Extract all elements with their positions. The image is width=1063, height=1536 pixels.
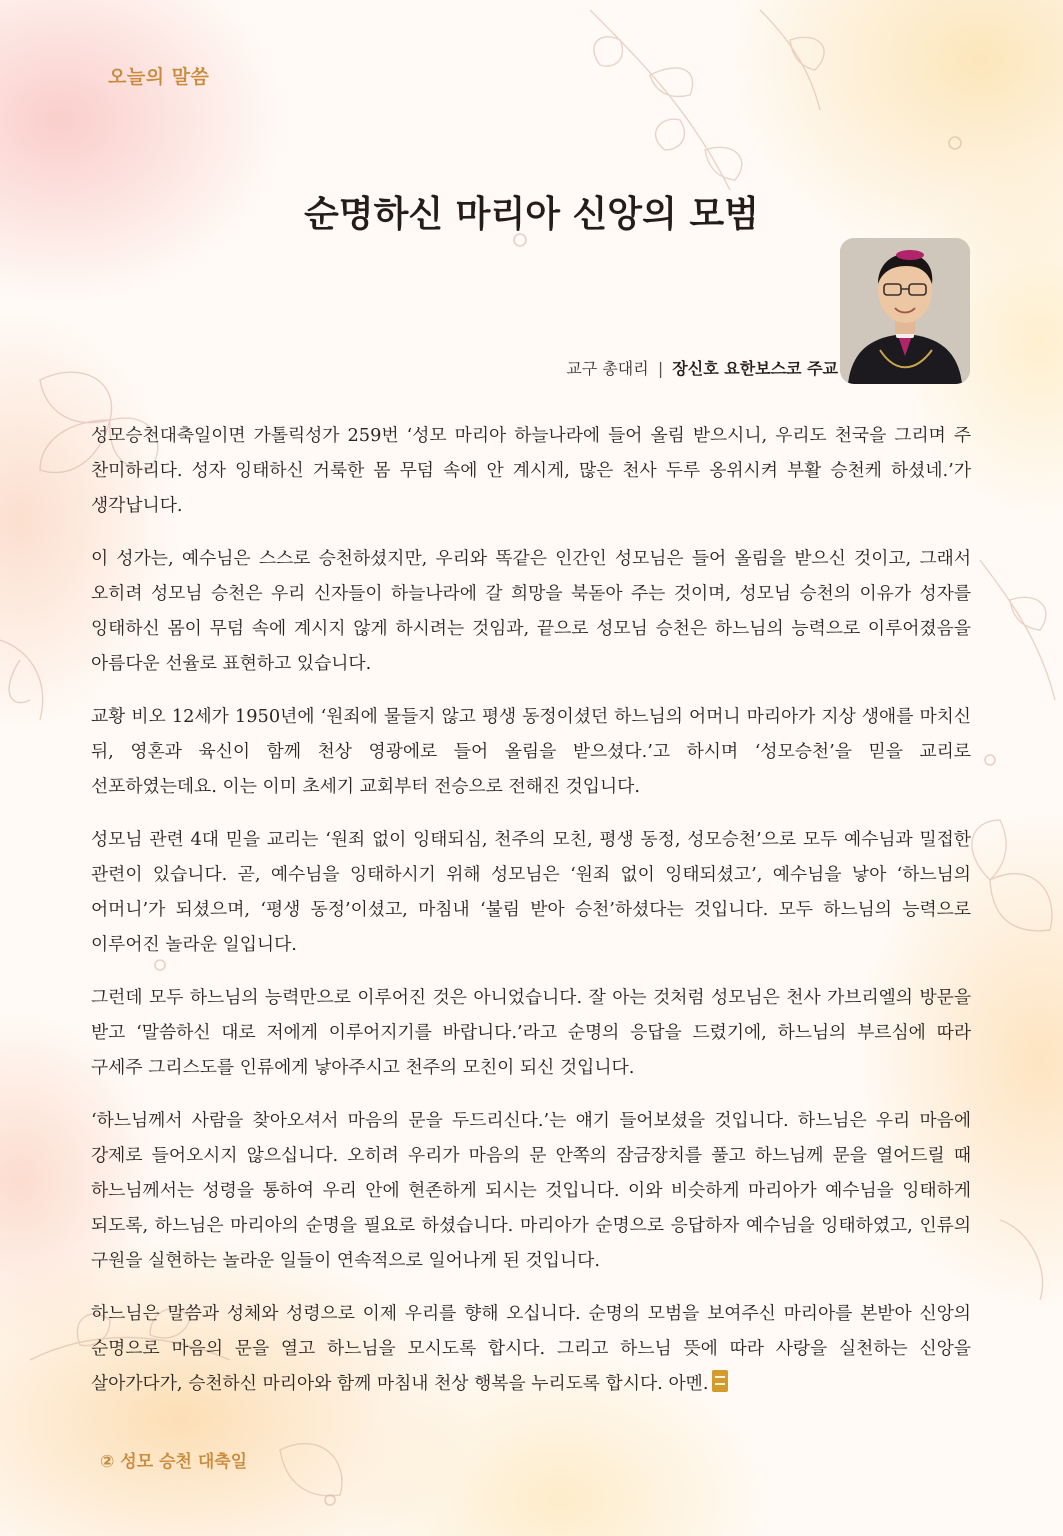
author-portrait <box>840 238 970 384</box>
paragraph-7: 하느님은 말씀과 성체와 성령으로 이제 우리를 향해 오십니다. 순명의 모범을 보여주신 마리아를 본받아 신앙의 순명으로 마음의 문을 열고 하느님을 모시도록 합시다. 그리고 하느님 뜻에 따라 사랑을 실천하는 신앙을 살아가다가, 승천하신 마리아와 함께 마침내 천상 행복을 누리도록 합시다. 아멘. <box>91 1303 971 1394</box>
article-body <box>91 418 971 1419</box>
paragraph-4: 성모님 관련 4대 믿을 교리는 ‘원죄 없이 잉태되심, 천주의 모친, 평생 동정, 성모승천’으로 모두 예수님과 밀접한 관련이 있습니다. 곧, 예수님을 잉태하시기 위해 성모님은 ‘원죄 없이 잉태되셨고’, 예수님을 낳아 ‘하느님의 어머니’가 되셨으며, ‘평생 동정’이셨고, 마침내 ‘불림 받아 승천’하셨다는 것입니다. 모두 하느님의 능력으로 이루어진 놀라운 일입니다. <box>91 829 971 955</box>
end-mark-icon <box>712 1370 728 1392</box>
author-separator: | <box>657 359 664 378</box>
paragraph-2: 이 성가는, 예수님은 스스로 승천하셨지만, 우리와 똑같은 인간인 성모님은 들어 올림을 받으신 것이고, 그래서 오히려 성모님 승천은 우리 신자들이 하늘나라에 갈 희망을 북돋아 주는 것이며, 성모님 승천의 이유가 성자를 잉태하신 몸이 무덤 속에 계시지 않게 하시려는 것임과, 끝으로 성모님 승천은 하느님의 능력으로 이루어졌음을 아름다운 선율로 표현하고 있습니다. <box>91 548 971 674</box>
page-footer-label: ② 성모 승천 대축일 <box>100 1452 248 1472</box>
bishop-portrait-illustration <box>840 238 970 384</box>
paragraph-5: 그런데 모두 하느님의 능력만으로 이루어진 것은 아니었습니다. 잘 아는 것처럼 성모님은 천사 가브리엘의 방문을 받고 ‘말씀하신 대로 저에게 이루어지기를 바랍니다.’라고 순명의 응답을 드렸기에, 하느님의 부르심에 따라 구세주 그리스도를 인류에게 낳아주시고 천주의 모친이 되신 것입니다. <box>91 987 971 1078</box>
author-role: 교구 총대리 <box>566 359 649 378</box>
paragraph-3: 교황 비오 12세가 1950년에 ‘원죄에 물들지 않고 평생 동정이셨던 하느님의 어머니 마리아가 지상 생애를 마치신 뒤, 영혼과 육신이 함께 천상 영광에로 들어 올림을 받으셨다.’고 하시며 ‘성모승천’을 믿을 교리로 선포하였는데요. 이는 이미 초세기 교회부터 전승으로 전해진 것입니다. <box>91 706 971 797</box>
paragraph-6: ‘하느님께서 사람을 찾아오셔서 마음의 문을 두드리신다.’는 얘기 들어보셨을 것입니다. 하느님은 우리 마음에 강제로 들어오시지 않으십니다. 오히려 우리가 마음의 문 안쪽의 잠금장치를 풀고 하느님께 문을 열어드릴 때 하느님께서는 성령을 통하여 우리 안에 현존하게 되시는 것입니다. 이와 비슷하게 마리아가 예수님을 잉태하게 되도록, 하느님은 마리아의 순명을 필요로 하셨습니다. 마리아가 순명으로 응답하자 예수님을 잉태하였고, 인류의 구원을 실현하는 놀라운 일들이 연속적으로 일어나게 된 것입니다. <box>91 1110 971 1271</box>
paragraph-1: 성모승천대축일이면 가톨릭성가 259번 ‘성모 마리아 하늘나라에 들어 올림 받으시니, 우리도 천국을 그리며 주 찬미하리다. 성자 잉태하신 거룩한 몸 무덤 속에 안 계시게, 많은 천사 두루 옹위시켜 부활 승천케 하셨네.’가 생각납니다. <box>91 425 971 516</box>
author-byline <box>566 356 838 379</box>
section-label: 오늘의 말씀 <box>108 66 210 88</box>
article-title: 순명하신 마리아 신앙의 모범 <box>304 194 759 235</box>
author-name: 장신호 요한보스코 주교 <box>672 359 838 378</box>
paragraph-7-wrapper <box>91 1296 971 1401</box>
